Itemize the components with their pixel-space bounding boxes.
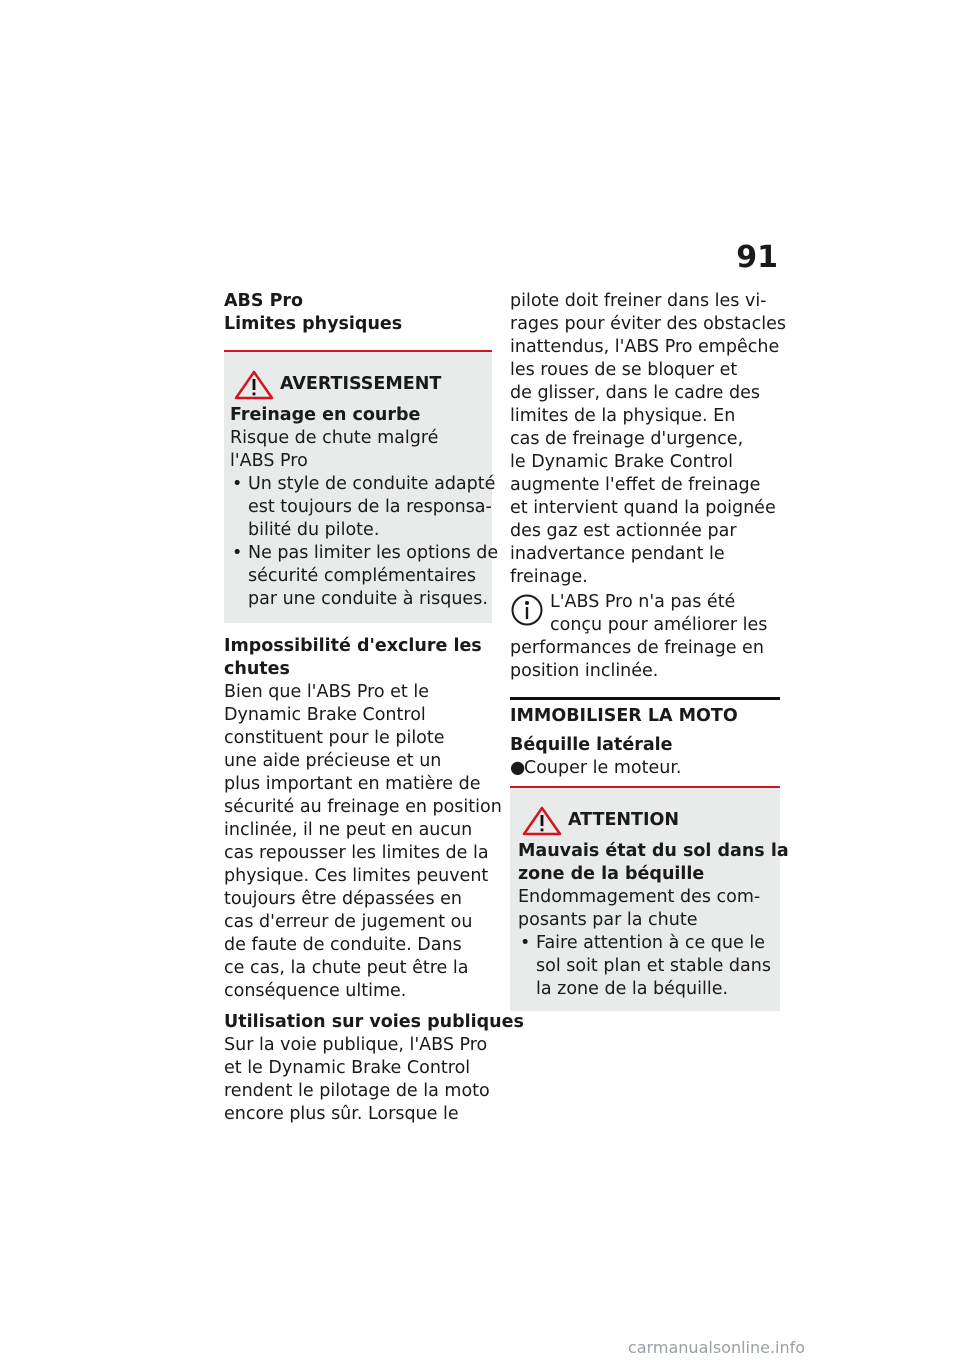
sub-heading: Béquille latérale — [510, 735, 673, 755]
bullet-dot: • — [520, 933, 531, 953]
body-line: conséquence ultime. — [224, 981, 407, 1001]
attention-risk: Endommagement des com- — [518, 887, 761, 907]
body-line: et intervient quand la poignée — [510, 498, 776, 518]
body-line: rendent le pilotage de la moto — [224, 1081, 490, 1101]
body-line: limites de la physique. En — [510, 406, 736, 426]
section-title: ABS Pro — [224, 291, 304, 311]
body-line: les roues de se bloquer et — [510, 360, 738, 380]
attention-heading: zone de la béquille — [518, 864, 705, 884]
attention-heading: Mauvais état du sol dans la — [518, 841, 789, 861]
warning-triangle-icon — [522, 806, 562, 836]
bullet-text: bilité du pilote. — [248, 520, 380, 540]
body-line: cas repousser les limites de la — [224, 843, 489, 863]
step-bullet: ● — [510, 758, 526, 778]
body-line: inadvertance pendant le — [510, 544, 725, 564]
step-text: Couper le moteur. — [524, 758, 682, 778]
body-line: Sur la voie publique, l'ABS Pro — [224, 1035, 488, 1055]
bullet-text: la zone de la béquille. — [536, 979, 729, 999]
body-line: pilote doit freiner dans les vi- — [510, 291, 767, 311]
chapter-title: IMMOBILISER LA MOTO — [510, 706, 738, 726]
body-line: Dynamic Brake Control — [224, 705, 426, 725]
body-line: une aide précieuse et un — [224, 751, 442, 771]
body-line: encore plus sûr. Lorsque le — [224, 1104, 459, 1124]
bullet-text: Ne pas limiter les options de — [248, 543, 499, 563]
warning-box — [224, 352, 499, 623]
body-line: physique. Ces limites peuvent — [224, 866, 489, 886]
watermark: carmanualsonline.info — [628, 1338, 806, 1357]
right-column — [510, 290, 789, 1011]
warning-heading: Freinage en courbe — [230, 405, 421, 425]
attention-risk: posants par la chute — [518, 910, 698, 930]
step-item — [510, 757, 780, 780]
body-line: de faute de conduite. Dans — [224, 935, 462, 955]
bullet-dot: • — [232, 543, 243, 563]
warning-header — [230, 370, 486, 402]
note-line: performances de freinage en — [510, 638, 764, 658]
body-line: des gaz est actionnée par — [510, 521, 737, 541]
body-line: ce cas, la chute peut être la — [224, 958, 469, 978]
bullet-text: Un style de conduite adapté — [248, 474, 496, 494]
continued-text — [510, 290, 786, 589]
warning-label: AVERTISSEMENT — [280, 374, 442, 394]
body-line: freinage. — [510, 567, 588, 587]
info-icon — [510, 593, 544, 627]
body-line: augmente l'effet de freinage — [510, 475, 761, 495]
body-line: et le Dynamic Brake Control — [224, 1058, 471, 1078]
section-heading: Impossibilité d'exclure les — [224, 636, 482, 656]
section-heading: chutes — [224, 659, 290, 679]
warning-triangle-icon — [234, 370, 274, 400]
note-line: conçu pour améliorer les — [550, 615, 768, 635]
body-line: plus important en matière de — [224, 774, 481, 794]
warning-bullet — [230, 473, 496, 542]
body-line: constituent pour le pilote — [224, 728, 445, 748]
page-number: 91 — [736, 240, 778, 275]
warning-risk: Risque de chute malgré — [230, 428, 439, 448]
bullet-text: est toujours de la responsa- — [248, 497, 492, 517]
left-column — [224, 290, 524, 1126]
attention-bullet — [518, 932, 772, 1001]
body-line: cas d'erreur de jugement ou — [224, 912, 473, 932]
body-line: le Dynamic Brake Control — [510, 452, 733, 472]
section-body — [224, 681, 502, 1003]
body-line: rages pour éviter des obstacles — [510, 314, 786, 334]
section-body — [224, 1034, 492, 1126]
bullet-text: Faire attention à ce que le — [536, 933, 765, 953]
attention-label: ATTENTION — [568, 810, 680, 830]
warning-bullet — [230, 542, 499, 611]
body-line: Bien que l'ABS Pro et le — [224, 682, 429, 702]
bullet-text: par une conduite à risques. — [248, 589, 488, 609]
bullet-dot: • — [232, 474, 243, 494]
warning-risk: l'ABS Pro — [230, 451, 308, 471]
body-line: toujours être dépassées en — [224, 889, 462, 909]
note-line: L'ABS Pro n'a pas été — [550, 592, 736, 612]
body-line: sécurité au freinage en position — [224, 797, 502, 817]
attention-box — [510, 788, 789, 1011]
section-subtitle: Limites physiques — [224, 314, 403, 334]
section-heading: Utilisation sur voies publiques — [224, 1012, 524, 1032]
body-line: cas de freinage d'urgence, — [510, 429, 744, 449]
info-note — [510, 591, 780, 683]
body-line: inattendus, l'ABS Pro empêche — [510, 337, 780, 357]
note-line: position inclinée. — [510, 661, 659, 681]
body-line: de glisser, dans le cadre des — [510, 383, 760, 403]
body-line: inclinée, il ne peut en aucun — [224, 820, 473, 840]
bullet-text: sécurité complémentaires — [248, 566, 477, 586]
attention-header — [518, 806, 772, 838]
bullet-text: sol soit plan et stable dans — [536, 956, 771, 976]
